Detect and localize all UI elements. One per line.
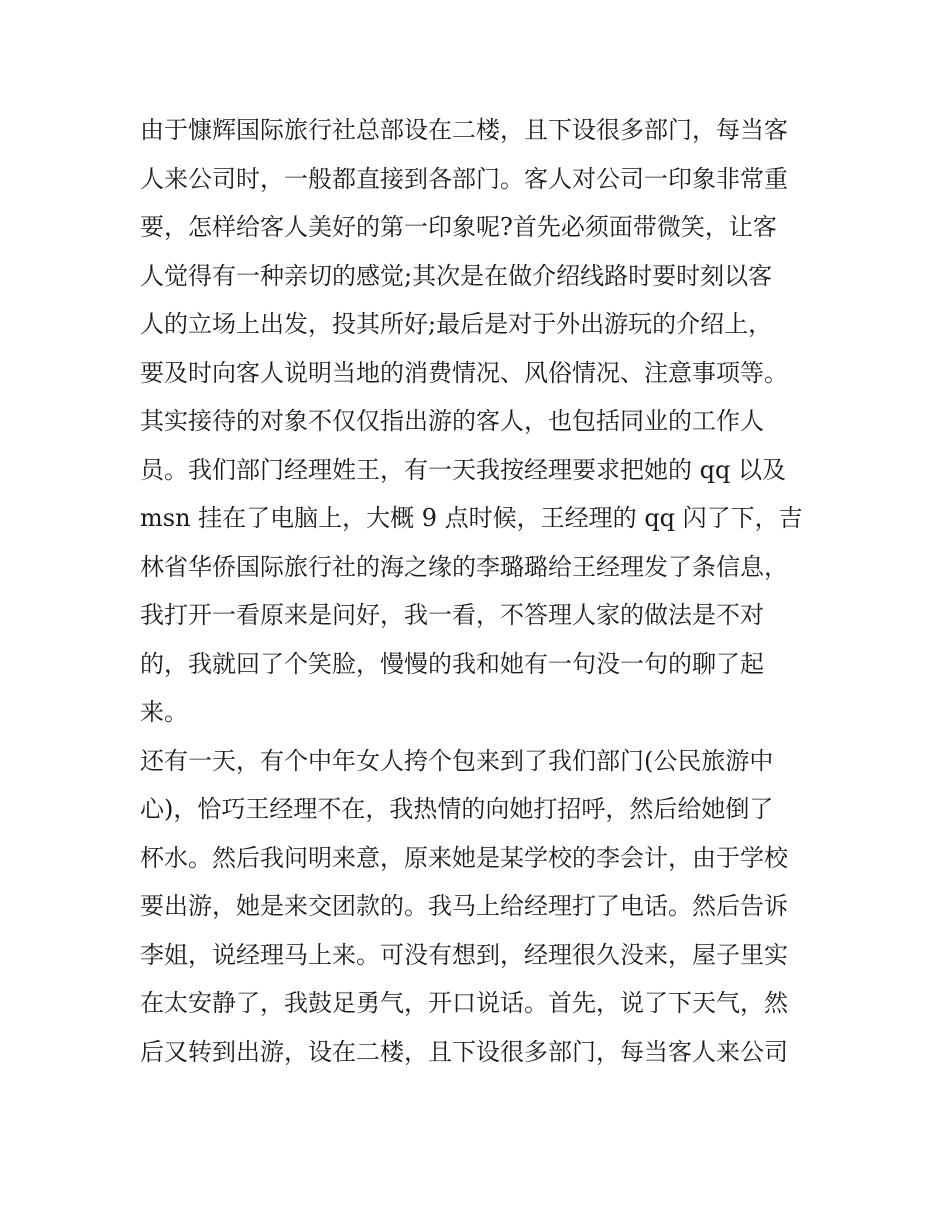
text-line: 要出游，她是来交团款的。我马上给经理打了电话。然后告诉 <box>140 892 788 920</box>
text-line: 来。 <box>140 698 188 726</box>
text-line: 员。我们部门经理姓王，有一天我按经理要求把她的 qq 以及 <box>140 455 786 484</box>
text-line: 在太安静了，我鼓足勇气，开口说话。首先，说了下天气，然 <box>140 989 788 1017</box>
text-line: 要及时向客人说明当地的消费情况、风俗情况、注意事项等。 <box>140 358 788 387</box>
text-line: 还有一天，有个中年女人挎个包来到了我们部门(公民旅游中 <box>140 746 774 775</box>
text-line: 人来公司时，一般都直接到各部门。客人对公司一印象非常重 <box>140 164 788 193</box>
text-line: 要，怎样给客人美好的第一印象呢?首先必须面带微笑，让客 <box>140 213 777 241</box>
text-line: 人的立场上出发，投其所好;最后是对于外出游玩的介绍上， <box>140 310 773 338</box>
document-body <box>140 106 820 1076</box>
text-line: 人觉得有一种亲切的感觉;其次是在做介绍线路时要时刻以客 <box>140 261 773 290</box>
text-line: 心)，恰巧王经理不在，我热情的向她打招呼，然后给她倒了 <box>140 795 774 823</box>
text-line: 杯水。然后我问明来意，原来她是某学校的李会计，由于学校 <box>140 843 788 872</box>
text-line: 的，我就回了个笑脸，慢慢的我和她有一句没一句的聊了起 <box>140 649 764 678</box>
text-line: 李姐，说经理马上来。可没有想到，经理很久没来，屋子里实 <box>140 940 788 969</box>
text-line: 由于慷辉国际旅行社总部设在二楼，且下设很多部门，每当客 <box>140 116 788 144</box>
text-line: 林省华侨国际旅行社的海之缘的李璐璐给王经理发了条信息， <box>140 552 788 581</box>
text-line: 后又转到出游，设在二楼，且下设很多部门，每当客人来公司 <box>140 1037 788 1066</box>
text-line: 其实接待的对象不仅仅指出游的客人，也包括同业的工作人 <box>140 407 764 435</box>
text-line: msn 挂在了电脑上，大概 9 点时候，王经理的 qq 闪了下，吉 <box>140 504 803 532</box>
text-line: 我打开一看原来是问好，我一看，不答理人家的做法是不对 <box>140 601 764 629</box>
